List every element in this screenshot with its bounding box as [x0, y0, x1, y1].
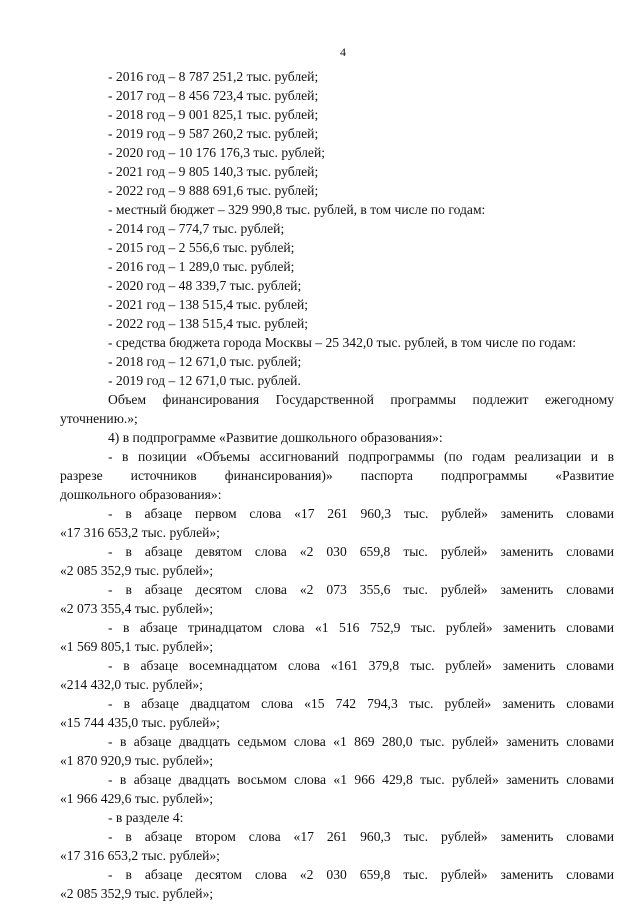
replacement-line: - в абзаце восемнадцатом слова «161 379,8 тыс. рублей» заменить словами [108, 658, 614, 673]
list-item: - 2018 год – 9 001 825,1 тыс. рублей; [108, 107, 319, 122]
replacement-line: - в абзаце двадцать восьмом слова «1 966 429,8 тыс. рублей» заменить словами [108, 772, 614, 787]
replacement-value: «1 569 805,1 тыс. рублей»; [60, 639, 214, 654]
list-item: - 2021 год – 138 515,4 тыс. рублей; [108, 297, 309, 312]
replacement-value: «1 966 429,6 тыс. рублей»; [60, 791, 214, 806]
replacement-value: «2 085 352,9 тыс. рублей»; [60, 886, 214, 901]
replacement-line: - в абзаце десятом слова «2 073 355,6 тыс. рублей» заменить словами [108, 582, 614, 597]
replacement-value: «214 432,0 тыс. рублей»; [60, 677, 203, 692]
replacement-line: - в абзаце двадцатом слова «15 742 794,3 тыс. рублей» заменить словами [108, 696, 614, 711]
list-item: - 2017 год – 8 456 723,4 тыс. рублей; [108, 88, 319, 103]
list-item: - 2016 год – 1 289,0 тыс. рублей; [108, 259, 295, 274]
list-item: - местный бюджет – 329 990,8 тыс. рублей, в том числе по годам: [108, 202, 486, 217]
replacement-value: «1 870 920,9 тыс. рублей»; [60, 753, 214, 768]
list-item: - 2020 год – 10 176 176,3 тыс. рублей; [108, 145, 326, 160]
list-item: - 2018 год – 12 671,0 тыс. рублей; [108, 354, 302, 369]
list-item: - 2016 год – 8 787 251,2 тыс. рублей; [108, 69, 319, 84]
position-line: разрезе источников финансирования)» паспорта подпрограммы «Развитие [60, 468, 614, 483]
list-item: - 2022 год – 138 515,4 тыс. рублей; [108, 316, 309, 331]
list-item: - 2019 год – 12 671,0 тыс. рублей. [108, 373, 301, 388]
list-item: - 2021 год – 9 805 140,3 тыс. рублей; [108, 164, 319, 179]
funding-note-line: уточнению.»; [60, 411, 138, 426]
replacement-line: - в абзаце десятом слова «2 030 659,8 тыс. рублей» заменить словами [108, 867, 614, 882]
page-number: 4 [340, 45, 346, 59]
replacement-line: - в абзаце девятом слова «2 030 659,8 тыс. рублей» заменить словами [108, 544, 614, 559]
list-item: - 2020 год – 48 339,7 тыс. рублей; [108, 278, 302, 293]
position-line: дошкольного образования»: [60, 487, 222, 502]
replacement-line: - в абзаце втором слова «17 261 960,3 тыс. рублей» заменить словами [108, 829, 614, 844]
replacement-value: «2 085 352,9 тыс. рублей»; [60, 563, 214, 578]
list-item: - 2019 год – 9 587 260,2 тыс. рублей; [108, 126, 319, 141]
replacement-value: «17 316 653,2 тыс. рублей»; [60, 848, 220, 863]
replacement-value: «17 316 653,2 тыс. рублей»; [60, 525, 220, 540]
replacement-value: «15 744 435,0 тыс. рублей»; [60, 715, 220, 730]
list-item: - 2022 год – 9 888 691,6 тыс. рублей; [108, 183, 319, 198]
replacement-line: - в абзаце двадцать седьмом слова «1 869 280,0 тыс. рублей» заменить словами [108, 734, 614, 749]
replacement-line: - в абзаце первом слова «17 261 960,3 тыс. рублей» заменить словами [108, 506, 614, 521]
list-item: - 2014 год – 774,7 тыс. рублей; [108, 221, 285, 236]
funding-note-line: Объем финансирования Государственной программы подлежит ежегодному [108, 392, 614, 407]
replacement-line: - в абзаце тринадцатом слова «1 516 752,9 тыс. рублей» заменить словами [108, 620, 614, 635]
replacement-value: «2 073 355,4 тыс. рублей»; [60, 601, 214, 616]
subprogram-heading: 4) в подпрограмме «Развитие дошкольного образования»: [108, 430, 443, 445]
list-item: - средства бюджета города Москвы – 25 342,0 тыс. рублей, в том числе по годам: [108, 335, 577, 350]
section-heading: - в разделе 4: [108, 810, 184, 825]
list-item: - 2015 год – 2 556,6 тыс. рублей; [108, 240, 295, 255]
position-line: - в позиции «Объемы ассигнований подпрограммы (по годам реализации и в [108, 449, 614, 464]
